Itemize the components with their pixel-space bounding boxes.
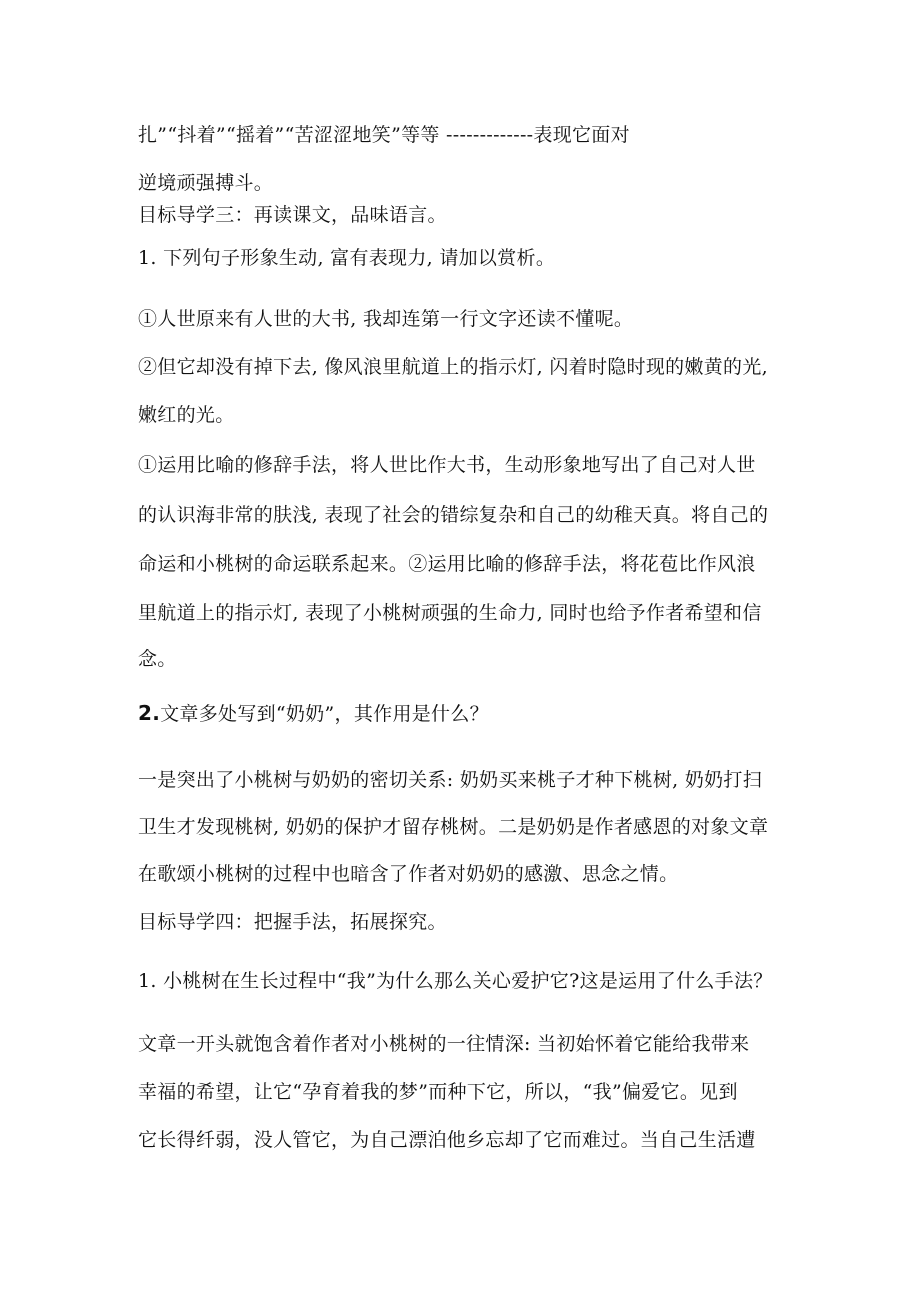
- section-heading: 目标导学三：再读课文，品味语言。: [138, 204, 447, 226]
- text-line: 扎”“抖着”“摇着”“苦涩涩地笑”等等 -------------表现它面对: [138, 124, 630, 146]
- question-line: 1. 下列句子形象生动, 富有表现力, 请加以赏析。: [138, 247, 556, 269]
- question-number: 2.: [138, 701, 161, 725]
- answer-line: 幸福的希望，让它“孕育着我的梦”而种下它，所以，“我”偏爱它。见到: [138, 1081, 738, 1103]
- question-line: [138, 700, 798, 727]
- text-line: 逆境顽强搏斗。: [138, 172, 274, 194]
- text-line: ②但它却没有掉下去, 像风浪里航道上的指示灯, 闪着时隐时现的嫩黄的光,: [138, 356, 768, 378]
- answer-line: 文章一开头就饱含着作者对小桃树的一往情深: 当初始怀着它能给我带来: [138, 1033, 750, 1055]
- answer-line: 命运和小桃树的命运联系起来。②运用比喻的修辞手法，将花苞比作风浪: [138, 553, 756, 575]
- question-line: 1. 小桃树在生长过程中“我”为什么那么关心爱护它?这是运用了什么手法？: [138, 970, 773, 992]
- answer-line: 一是突出了小桃树与奶奶的密切关系: 奶奶买来桃子才种下桃树, 奶奶打扫: [138, 769, 763, 791]
- answer-line: 卫生才发现桃树, 奶奶的保护才留存桃树。二是奶奶是作者感恩的对象文章: [138, 816, 769, 838]
- answer-line: 里航道上的指示灯, 表现了小桃树顽强的生命力, 同时也给予作者希望和信: [138, 602, 762, 624]
- answer-line: 的认识海非常的肤浅, 表现了社会的错综复杂和自己的幼稚天真。将自己的: [138, 504, 769, 526]
- answer-line: 它长得纤弱，没人管它，为自己漂泊他乡忘却了它而难过。当自己生活遭: [138, 1129, 756, 1151]
- answer-line: ①运用比喻的修辞手法，将人世比作大书，生动形象地写出了自己对人世: [138, 454, 756, 476]
- answer-line: 在歌颂小桃树的过程中也暗含了作者对奶奶的感激、思念之情。: [138, 863, 679, 885]
- text-line: ①人世原来有人世的大书, 我却连第一行文字还读不懂呢。: [138, 308, 634, 330]
- answer-line: 念。: [138, 648, 177, 670]
- text-line: 嫩红的光。: [138, 404, 235, 426]
- question-text: 文章多处写到“奶奶”，其作用是什么？: [160, 703, 489, 725]
- section-heading: 目标导学四：把握手法，拓展探究。: [138, 911, 447, 933]
